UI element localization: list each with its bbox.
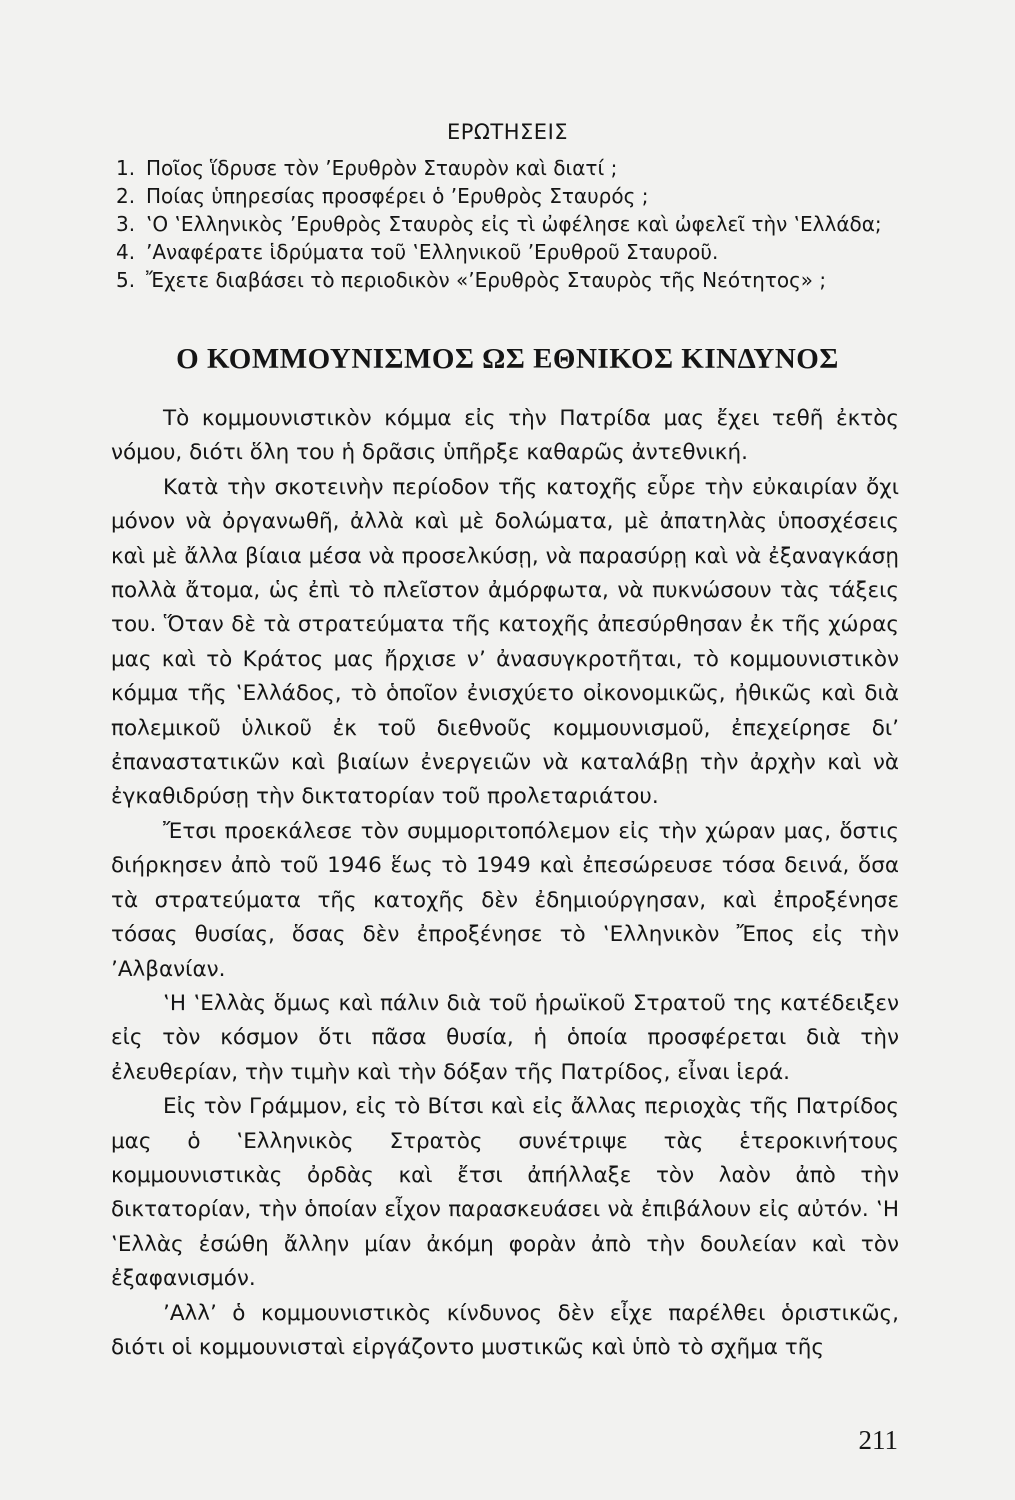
question-text: Ποίας ὑπηρεσίας προσφέρει ὁ ’Ερυθρὸς Σταυρός ; bbox=[146, 184, 649, 208]
question-item bbox=[116, 266, 916, 294]
question-item bbox=[116, 154, 916, 182]
question-item bbox=[116, 210, 916, 238]
question-number: 3. bbox=[116, 212, 136, 236]
question-item bbox=[116, 182, 916, 210]
question-text: ‛Ο ‛Ελληνικὸς ’Ερυθρὸς Σταυρὸς εἰς τὶ ὠφέλησε καὶ ὠφελεῖ τὴν ‛Ελλάδα; bbox=[146, 212, 882, 236]
questions-list bbox=[116, 154, 916, 294]
paragraph: Εἰς τὸν Γράμμον, εἰς τὸ Βίτσι καὶ εἰς ἄλλας περιοχὰς τῆς Πατρίδος μας ὁ ‛Ελληνικὸς Στρατὸς συνέτριψε τὰς ἑτεροκινήτους κομμουνιστικὰς ὀρδὰς καὶ ἔτσι ἀπήλλαξε τὸν λαὸν ἀπὸ τὴν δικτατορίαν, τὴν ὁποίαν εἶχον παρασκευάσει νὰ ἐπιβάλουν εἰς αὐτόν. ‛Η ‛Ελλὰς ἐσώθη ἄλλην μίαν ἀκόμη φορὰν ἀπὸ τὴν δουλείαν καὶ τὸν ἐξαφανισμόν. bbox=[111, 1094, 899, 1292]
paragraph: Κατὰ τὴν σκοτεινὴν περίοδον τῆς κατοχῆς εὗρε τὴν εὐκαιρίαν ὄχι μόνον νὰ ὀργανωθῆ, ἀλλὰ καὶ μὲ δολώματα, μὲ ἀπατηλὰς ὑποσχέσεις καὶ μὲ ἄλλα βίαια μέσα νὰ προσελκύσῃ, νὰ παρασύρῃ καὶ νὰ ἐξαναγκάσῃ πολλὰ ἄτομα, ὡς ἐπὶ τὸ πλεῖστον ἀμόρφωτα, νὰ πυκνώσουν τὰς τάξεις του. Ὅταν δὲ τὰ στρατεύματα τῆς κατοχῆς ἀπεσύρθησαν ἐκ τῆς χώρας μας καὶ τὸ Κράτος μας ἤρχισε ν’ ἀνασυγκροτῆται, τὸ κομμουνιστικὸν κόμμα τῆς ‛Ελλάδος, τὸ ὁποῖον ἐνισχύετο οἰκονομικῶς, ἠθικῶς καὶ διὰ πολεμικοῦ ὑλικοῦ ἐκ τοῦ διεθνοῦς κομμουνισμοῦ, ἐπεχείρησε δι’ ἐπαναστατικῶν καὶ βιαίων ἐνεργειῶν νὰ καταλάβῃ τὴν ἀρχὴν καὶ νὰ ἐγκαθιδρύσῃ τὴν δικτατορίαν τοῦ προλεταριάτου. bbox=[111, 474, 899, 810]
question-number: 2. bbox=[116, 184, 136, 208]
section-title: Ο ΚΟΜΜΟΥΝΙΣΜΟΣ ΩΣ ΕΘΝΙΚΟΣ ΚΙΝΔΥΝΟΣ bbox=[176, 343, 839, 375]
question-item bbox=[116, 238, 916, 266]
questions-heading: ΕΡΩΤΗΣΕΙΣ bbox=[446, 120, 569, 144]
body-text bbox=[111, 402, 899, 1365]
question-text: Ἔχετε διαβάσει τὸ περιοδικὸν «’Ερυθρὸς Σταυρὸς τῆς Νεότητος» ; bbox=[146, 268, 827, 292]
question-number: 1. bbox=[116, 156, 136, 180]
paragraph: Τὸ κομμουνιστικὸν κόμμα εἰς τὴν Πατρίδα μας ἔχει τεθῆ ἐκτὸς νόμου, διότι ὅλη του ἡ δρᾶσις ὑπῆρξε καθαρῶς ἀντεθνική. bbox=[111, 406, 899, 466]
paragraph: ‛Η ‛Ελλὰς ὅμως καὶ πάλιν διὰ τοῦ ἡρωϊκοῦ Στρατοῦ της κατέδειξεν εἰς τὸν κόσμον ὅτι πᾶσα θυσία, ἡ ὁποία προσφέρεται διὰ τὴν ἐλευθερίαν, τὴν τιμὴν καὶ τὴν δόξαν τῆς Πατρίδος, εἶναι ἱερά. bbox=[111, 990, 899, 1085]
question-number: 4. bbox=[116, 240, 136, 264]
question-text: ’Αναφέρατε ἱδρύματα τοῦ ‛Ελληνικοῦ ’Ερυθροῦ Σταυροῦ. bbox=[146, 240, 719, 264]
paragraph: Ἔτσι προεκάλεσε τὸν συμμοριτοπόλεμον εἰς τὴν χώραν μας, ὅστις διήρκησεν ἀπὸ τοῦ 1946 ἕως τὸ 1949 καὶ ἐπεσώρευσε τόσα δεινά, ὅσα τὰ στρατεύματα τῆς κατοχῆς δὲν ἐδημιούργησαν, καὶ ἐπροξένησε τόσας θυσίας, ὅσας δὲν ἐπροξένησε τὸ ‛Ελληνικὸν Ἔπος εἰς τὴν ’Αλβανίαν. bbox=[111, 818, 899, 982]
question-text: Ποῖος ἵδρυσε τὸν ’Ερυθρὸν Σταυρὸν καὶ διατί ; bbox=[146, 156, 618, 180]
paragraph: ’Αλλ’ ὁ κομμουνιστικὸς κίνδυνος δὲν εἶχε παρέλθει ὁριστικῶς, διότι οἱ κομμουνισταὶ εἰργάζοντο μυστικῶς καὶ ὑπὸ τὸ σχῆμα τῆς bbox=[111, 1300, 899, 1360]
question-number: 5. bbox=[116, 268, 136, 292]
page-number: 211 bbox=[858, 1425, 898, 1455]
